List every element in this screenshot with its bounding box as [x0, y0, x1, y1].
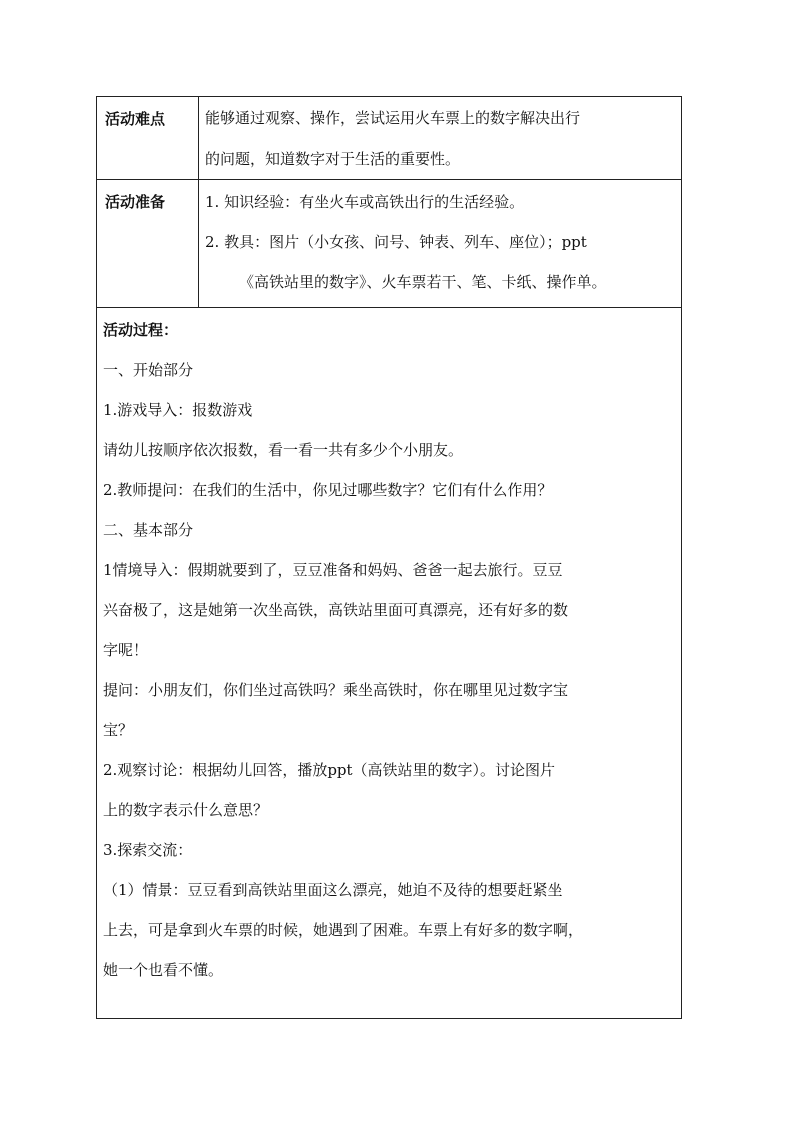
process-line: 宝？: [103, 721, 134, 739]
process-content: [97, 308, 682, 1019]
process-line: 2.教师提问：在我们的生活中，你见过哪些数字？它们有什么作用？: [103, 481, 553, 499]
process-line: 请幼儿按顺序依次报数，看一看一共有多少个小朋友。: [103, 441, 464, 459]
lesson-plan-table: [96, 96, 682, 1015]
label-cell-preparation: [97, 180, 199, 308]
process-line: 1.游戏导入：报数游戏: [103, 401, 253, 419]
process-line: 1情境导入：假期就要到了，豆豆准备和妈妈、爸爸一起去旅行。豆豆: [103, 561, 563, 579]
process-line: 一、开始部分: [103, 361, 194, 379]
process-heading: 活动过程：: [103, 321, 179, 339]
label-preparation: 活动准备: [105, 193, 166, 211]
preparation-line-1: 1. 知识经验：有坐火车或高铁出行的生活经验。: [205, 193, 525, 211]
process-line: 上的数字表示什么意思？: [103, 801, 269, 819]
process-line: （1）情景：豆豆看到高铁站里面这么漂亮，她迫不及待的想要赶紧坐: [103, 881, 563, 899]
process-line: 3.探索交流：: [103, 841, 193, 859]
difficulty-line-1: 能够通过观察、操作，尝试运用火车票上的数字解决出行: [205, 109, 581, 127]
row-process: [97, 308, 682, 1019]
difficulty-content: [199, 97, 682, 180]
row-difficulty: [97, 97, 682, 180]
preparation-content: [199, 180, 682, 308]
preparation-line-3: 《高铁站里的数字》、火车票若干、笔、卡纸、操作单。: [239, 273, 607, 291]
process-line: 上去，可是拿到火车票的时候，她遇到了困难。车票上有好多的数字啊，: [103, 921, 584, 939]
process-line: 2.观察讨论：根据幼儿回答，播放ppt（高铁站里的数字）。讨论图片: [103, 761, 556, 779]
label-cell-difficulty: [97, 97, 199, 180]
process-line: 二、基本部分: [103, 521, 194, 539]
activity-table: [96, 96, 682, 1019]
difficulty-line-2: 的问题，知道数字对于生活的重要性。: [205, 150, 461, 168]
process-line: 提问：小朋友们，你们坐过高铁吗？乘坐高铁时，你在哪里见过数字宝: [103, 681, 569, 699]
process-line: 她一个也看不懂。: [103, 961, 224, 979]
process-line: 字呢！: [103, 641, 149, 659]
process-line: 兴奋极了，这是她第一次坐高铁，高铁站里面可真漂亮，还有好多的数: [103, 601, 569, 619]
preparation-line-2: 2. 教具：图片（小女孩、问号、钟表、列车、座位）；ppt: [205, 233, 587, 251]
label-difficulty: 活动难点: [105, 110, 166, 128]
row-preparation: [97, 180, 682, 308]
